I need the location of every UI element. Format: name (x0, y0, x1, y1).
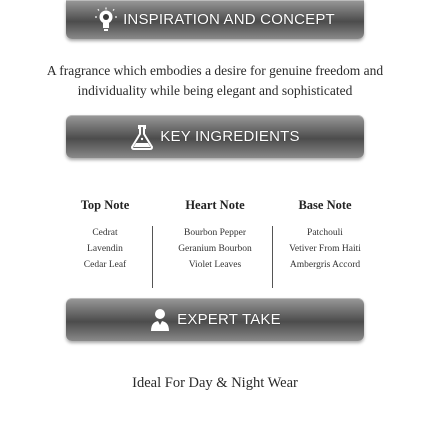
notes-table (50, 198, 380, 293)
base-note-item: Ambergris Accord (289, 260, 361, 270)
top-note-column (50, 198, 160, 273)
flask-icon (130, 124, 154, 150)
heart-note-column (160, 198, 270, 273)
base-note-item: Vetiver From Haiti (289, 244, 361, 254)
heart-note-item: Geranium Bourbon (178, 244, 252, 254)
base-note-item: Patchouli (307, 228, 343, 238)
heart-note-item: Violet Leaves (188, 260, 242, 270)
ingredients-banner-label: KEY INGREDIENTS (160, 128, 300, 145)
top-note-item: Cedar Leaf (83, 260, 127, 270)
top-note-item: Cedrat (92, 228, 118, 238)
lightbulb-icon (95, 7, 117, 33)
inspiration-banner (66, 0, 364, 39)
heart-note-heading: Heart Note (185, 198, 245, 212)
base-note-heading: Base Note (298, 198, 352, 212)
top-note-heading: Top Note (80, 198, 130, 212)
ingredients-banner (66, 115, 364, 158)
expert-take-text: Ideal For Day & Night Wear (132, 375, 298, 391)
fragrance-description: A fragrance which embodies a desire for genuine freedom and individuality while being elegant and sophisticated (46, 63, 384, 98)
inspiration-banner-label: INSPIRATION AND CONCEPT (123, 11, 335, 28)
expert-banner-label: EXPERT TAKE (177, 311, 281, 328)
expert-banner (66, 298, 364, 341)
person-icon (149, 308, 171, 332)
base-note-column (270, 198, 380, 273)
heart-note-item: Bourbon Pepper (183, 228, 246, 238)
column-divider (152, 226, 153, 288)
top-note-item: Lavendin (87, 244, 123, 254)
